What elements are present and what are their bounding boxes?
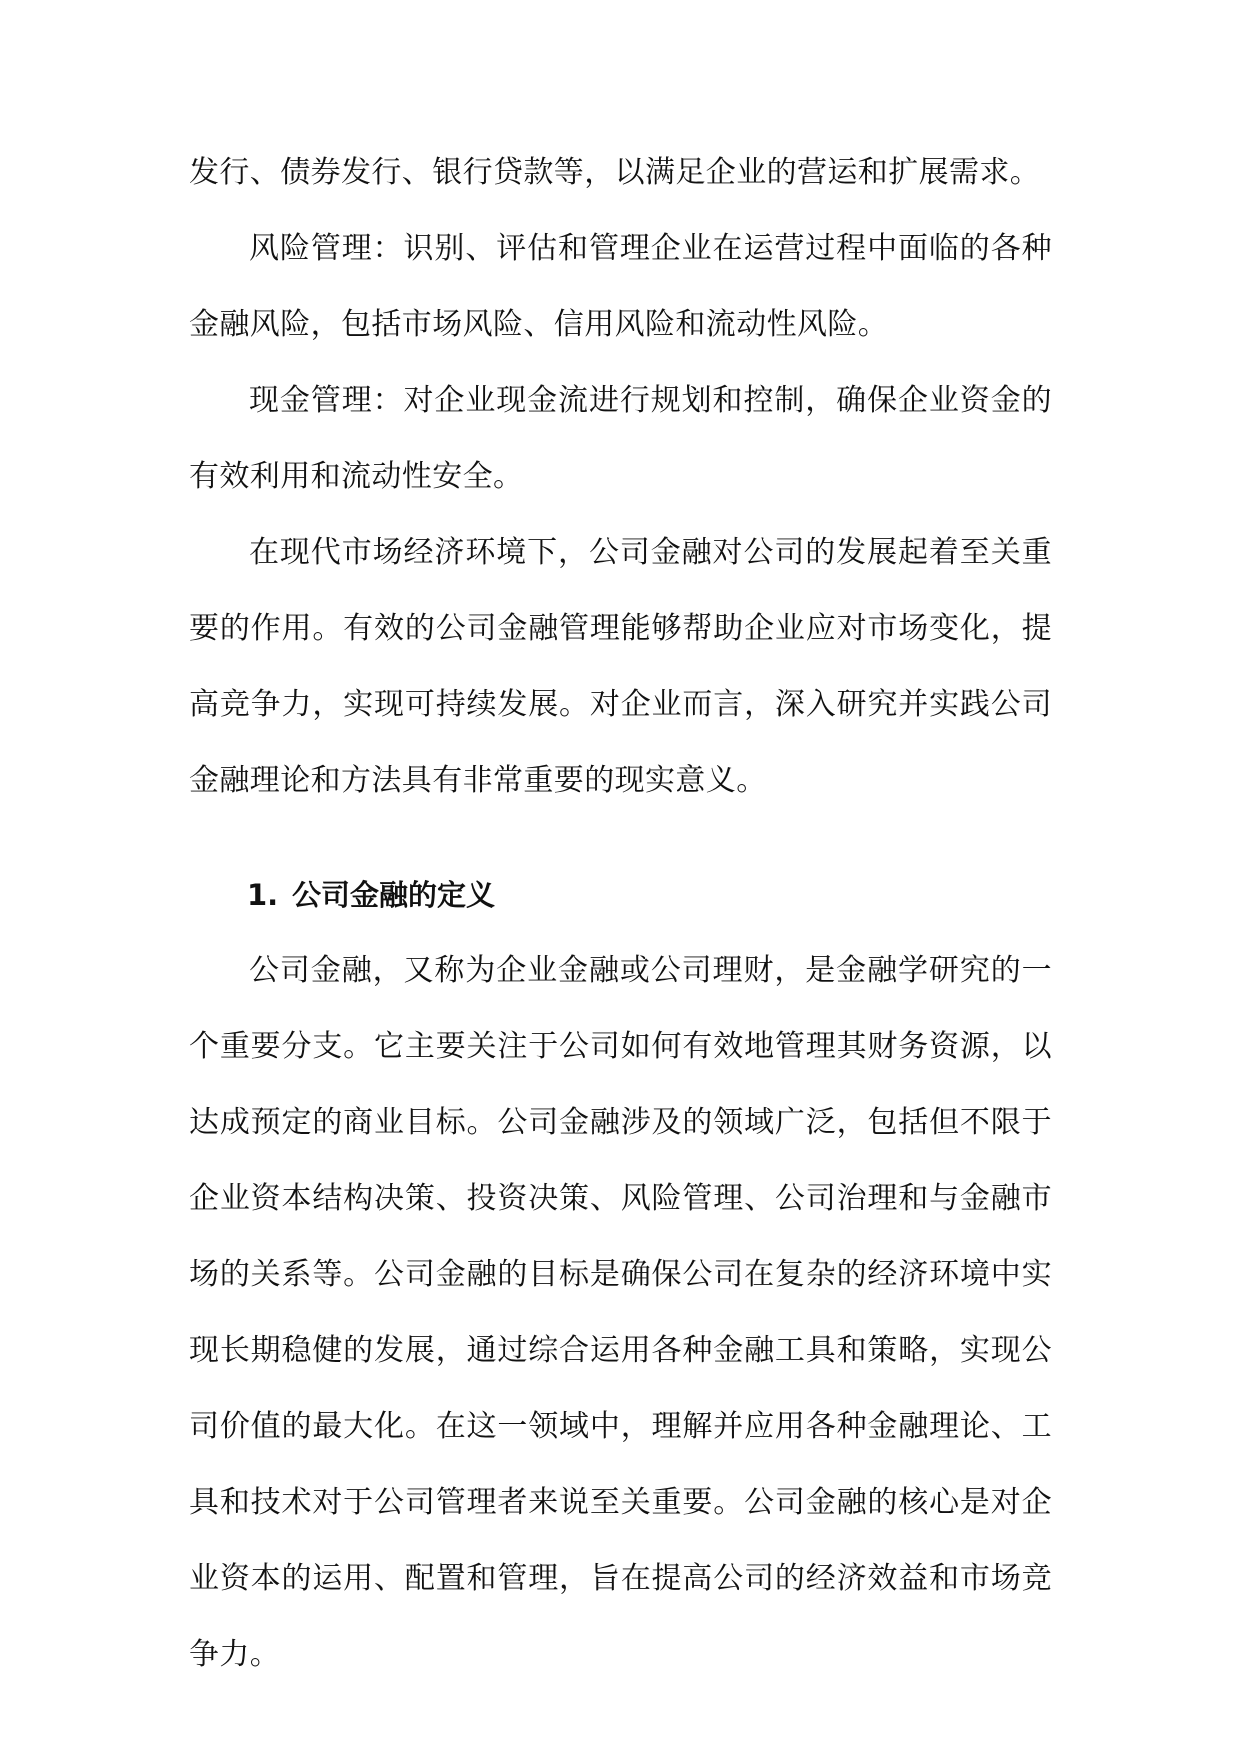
section-number: 1. bbox=[247, 878, 279, 912]
paragraph-cash-management: 现金管理：对企业现金流进行规划和控制，确保企业资金的有效利用和流动性安全。 bbox=[189, 383, 1052, 494]
paragraph-risk-management: 风险管理：识别、评估和管理企业在运营过程中面临的各种金融风险，包括市场风险、信用风险和流动性风险。 bbox=[189, 231, 1052, 342]
paragraph-definition: 公司金融，又称为企业金融或公司理财，是金融学研究的一个重要分支。它主要关注于公司如何有效地管理其财务资源，以达成预定的商业目标。公司金融涉及的领域广泛，包括但不限于企业资本结构决策、投资决策、风险管理、公司治理和与金融市场的关系等。公司金融的目标是确保公司在复杂的经济环境中实现长期稳健的发展，通过综合运用各种金融工具和策略，实现公司价值的最大化。在这一领域中，理解并应用各种金融理论、工具和技术对于公司管理者来说至关重要。公司金融的核心是对企业资本的运用、配置和管理，旨在提高公司的经济效益和市场竞争力。 bbox=[189, 953, 1052, 1672]
section-title: 公司金融的定义 bbox=[292, 878, 496, 912]
section-heading bbox=[189, 819, 1052, 933]
paragraph-funding-continuation: 发行、债券发行、银行贷款等，以满足企业的营运和扩展需求。 bbox=[189, 155, 1041, 190]
paragraph-importance: 在现代市场经济环境下，公司金融对公司的发展起着至关重要的作用。有效的公司金融管理能够帮助企业应对市场变化，提高竞争力，实现可持续发展。对企业而言，深入研究并实践公司金融理论和方法具有非常重要的现实意义。 bbox=[189, 535, 1052, 798]
